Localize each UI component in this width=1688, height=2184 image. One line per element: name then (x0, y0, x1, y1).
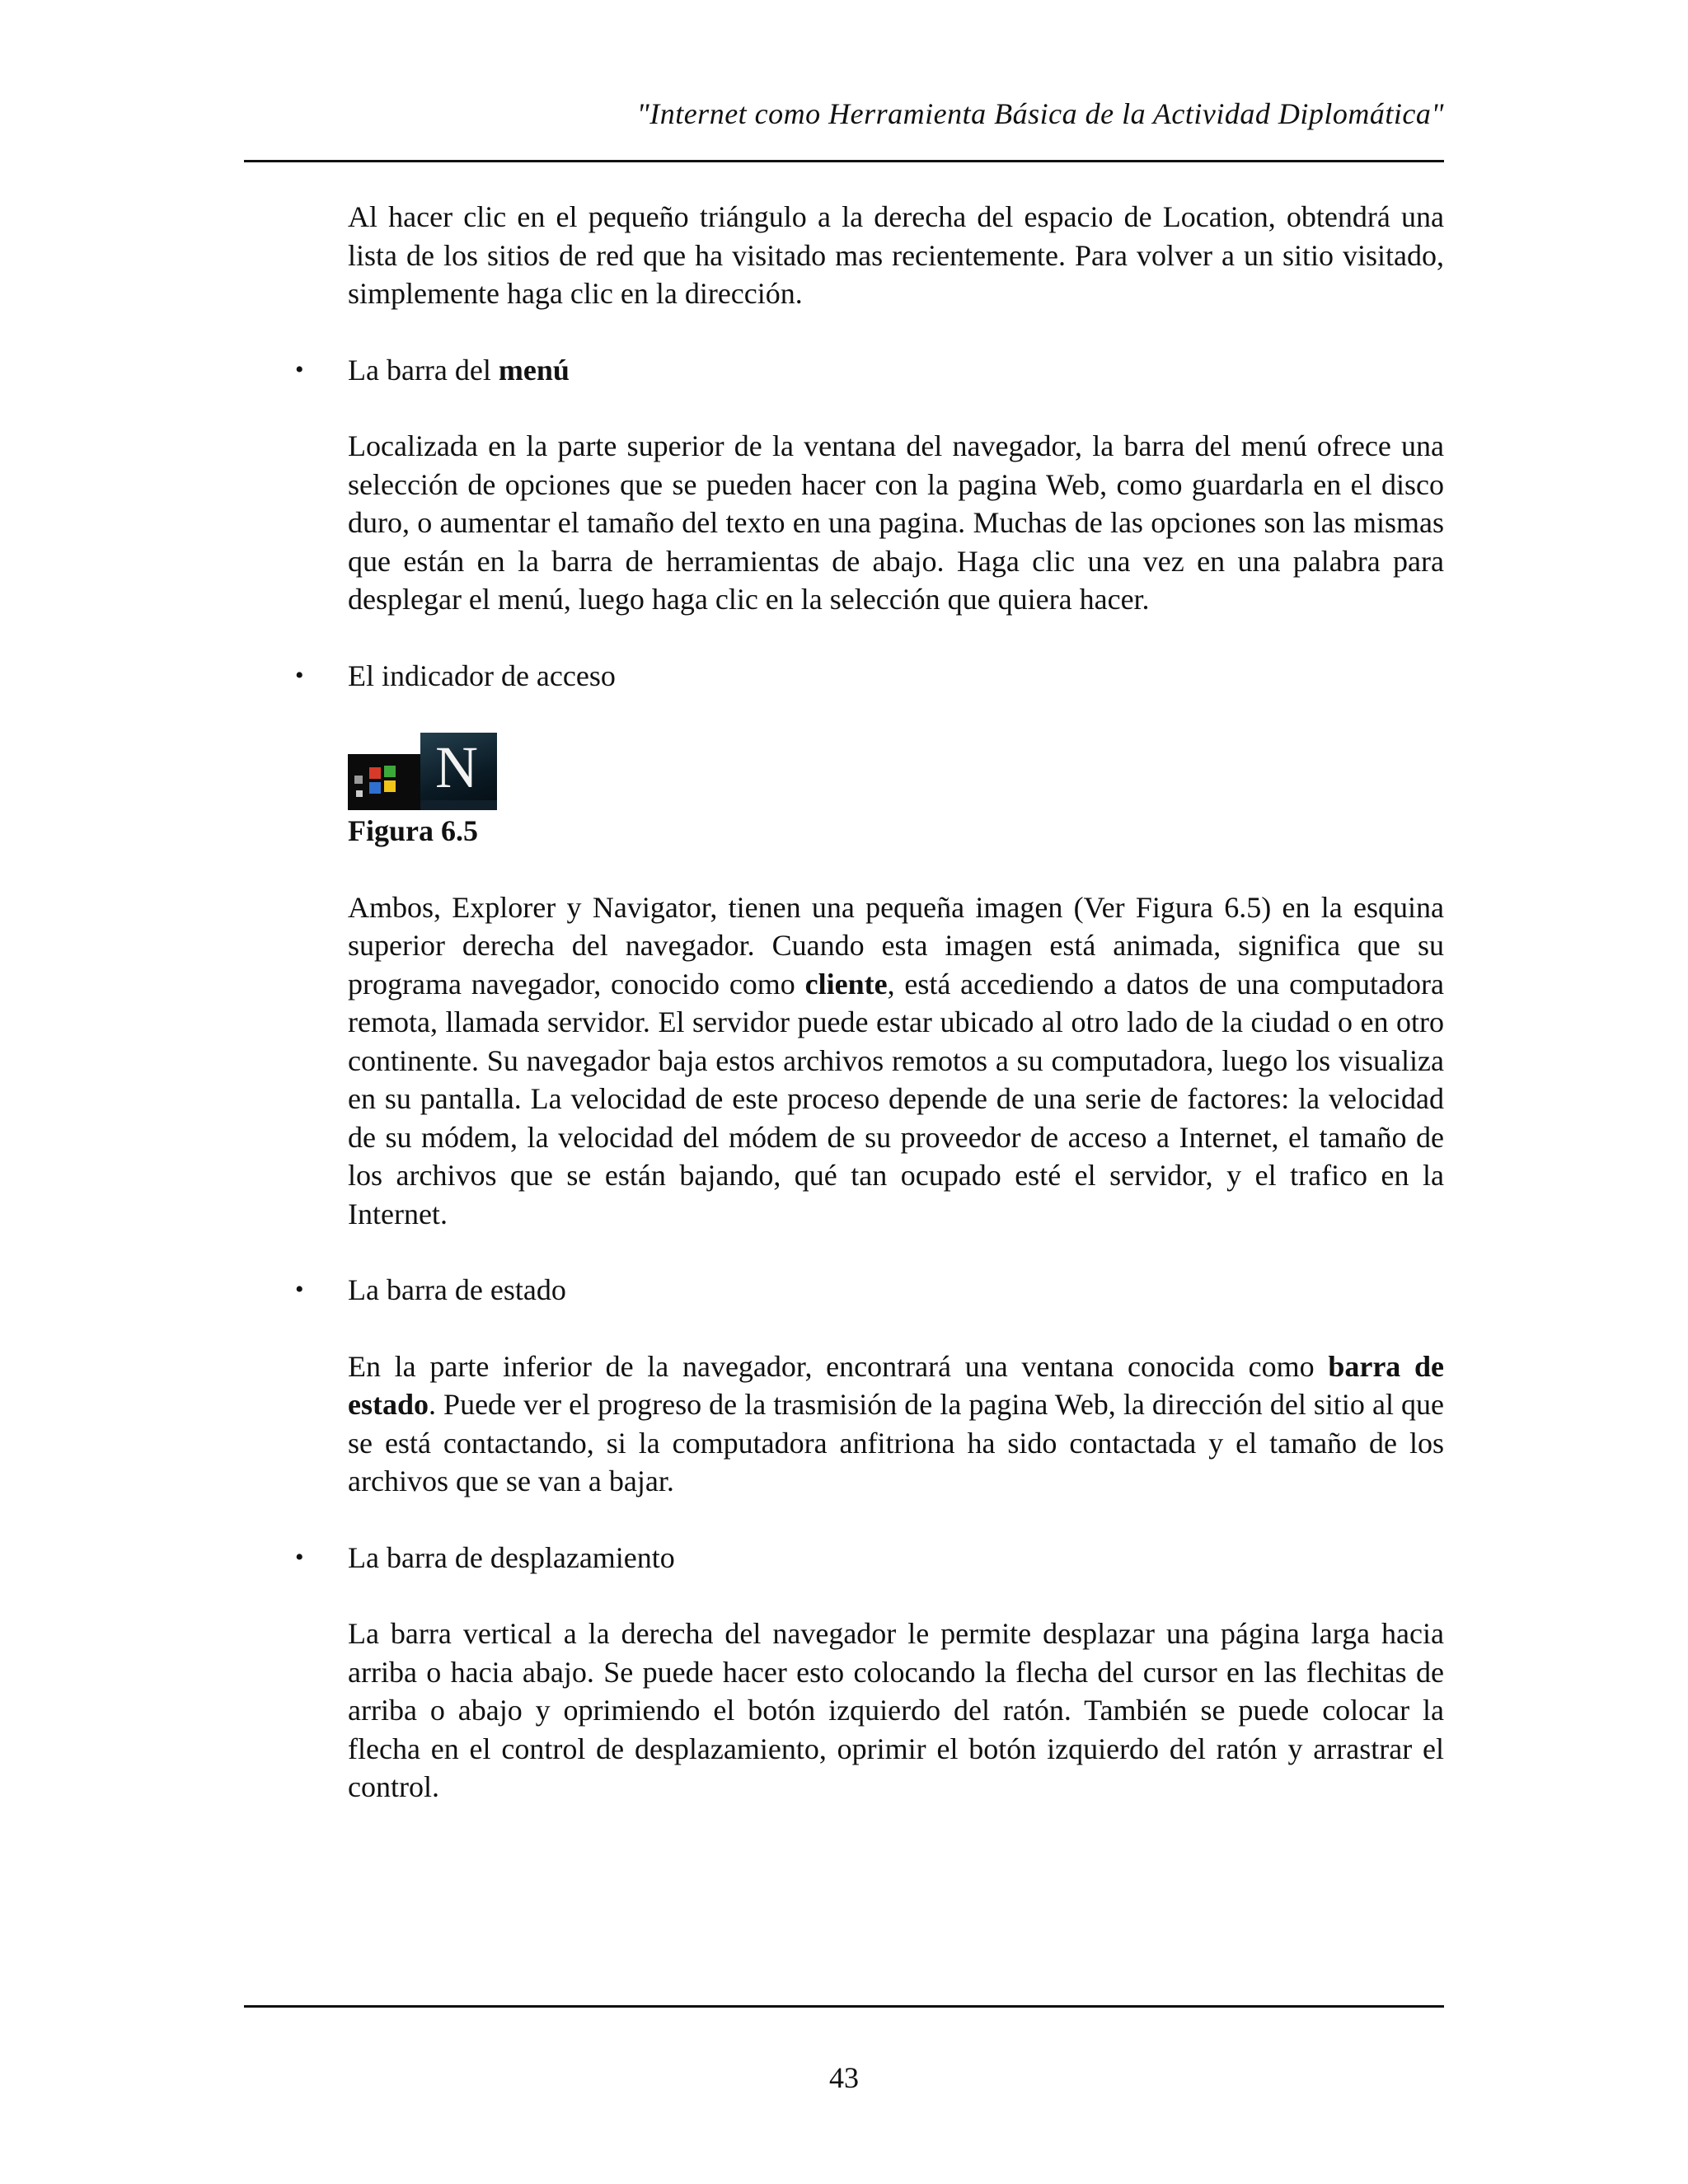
netscape-logo-icon (420, 733, 497, 810)
bullet-menu (244, 351, 1444, 390)
running-header: "Internet como Herramienta Básica de la Actividad Diplomática" (636, 97, 1444, 130)
internet-explorer-logo-icon (348, 754, 420, 810)
header-rule (244, 160, 1444, 162)
figure-image (348, 733, 1444, 810)
bullet-dot: • (295, 1543, 304, 1571)
status-paragraph-bold: barra de estado (348, 1349, 1444, 1421)
access-paragraph-part1: Ambos, Explorer y Navigator, tienen una pequeña imagen (Ver Figura 6.5) en la esquina superior derecha del navegador. Cuando esta imagen está animada, significa que su programa navegador, conocido como (348, 890, 1444, 1001)
access-paragraph-part2: , está accediendo a datos de una computadora remota, llamada servidor. El servidor puede estar ubicado al otro lado de la ciudad o en otro continente. Su navegador baja estos archivos remotos a su computadora, luego los visualiza en su pantalla. La velocidad de este proceso depende de una serie de factores: la velocidad de su módem, la velocidad del módem de su proveedor de acceso a Internet, el tamaño de los archivos que se están bajando, qué tan ocupado esté el servidor, y el trafico en la Internet. (348, 967, 1445, 1230)
bullet-dot: • (295, 661, 304, 689)
status-paragraph-part1: En la parte inferior de la navegador, encontrará una ventana conocida como (348, 1349, 1329, 1383)
netscape-letter: N (435, 734, 478, 800)
status-paragraph-part2: . Puede ver el progreso de la trasmisión de la pagina Web, la dirección del sitio al que se está contactando, si la computadora anfitriona ha sido contactada y el tamaño de los archivos que se van a bajar. (348, 1388, 1444, 1497)
bullet-menu-prefix: La barra del (348, 353, 499, 387)
footer-rule (244, 2005, 1444, 2008)
scroll-paragraph: La barra vertical a la derecha del navegador le permite desplazar una página larga hacia arriba o hacia abajo. Se puede hacer esto colocando la flecha del cursor en las flechitas de arriba o abajo y oprimiendo el botón izquierdo del ratón. También se puede colocar la flecha en el control de desplazamiento, oprimir el botón izquierdo del ratón y arrastrar el control. (348, 1617, 1444, 1803)
bullet-dot: • (295, 355, 304, 383)
page-content (244, 198, 1444, 1844)
menu-paragraph: Localizada en la parte superior de la ventana del navegador, la barra del menú ofrece una selección de opciones que se pueden hacer con la pagina Web, como guardarla en el disco duro, o aumentar el tamaño del texto en una pagina. Muchas de las opciones son las mismas que están en la barra de herramientas de abajo. Haga clic una vez en una palabra para desplegar el menú, luego haga clic en la selección que quiera hacer. (348, 429, 1444, 616)
bullet-text-status: La barra de estado (348, 1273, 566, 1306)
intro-paragraph: Al hacer clic en el pequeño triángulo a la derecha del espacio de Location, obtendrá una lista de los sitios de red que ha visitado mas recientemente. Para volver a un sitio visitado, simplemente haga clic en la dirección. (348, 200, 1444, 310)
access-paragraph-bold: cliente (804, 967, 888, 1001)
figure-6-5 (348, 733, 1444, 851)
bullet-dot: • (295, 1276, 304, 1303)
bullet-text-access: El indicador de acceso (348, 658, 616, 692)
bullet-text-scroll: La barra de desplazamiento (348, 1540, 675, 1574)
bullet-scroll (244, 1539, 1444, 1577)
access-paragraph (348, 888, 1444, 1234)
page-number: 43 (829, 2061, 859, 2094)
status-paragraph (348, 1347, 1444, 1501)
bullet-text-menu (348, 351, 570, 390)
figure-caption: Figura 6.5 (348, 814, 478, 847)
bullet-status (244, 1271, 1444, 1310)
bullet-menu-bold: menú (498, 353, 570, 387)
bullet-access (244, 657, 1444, 696)
